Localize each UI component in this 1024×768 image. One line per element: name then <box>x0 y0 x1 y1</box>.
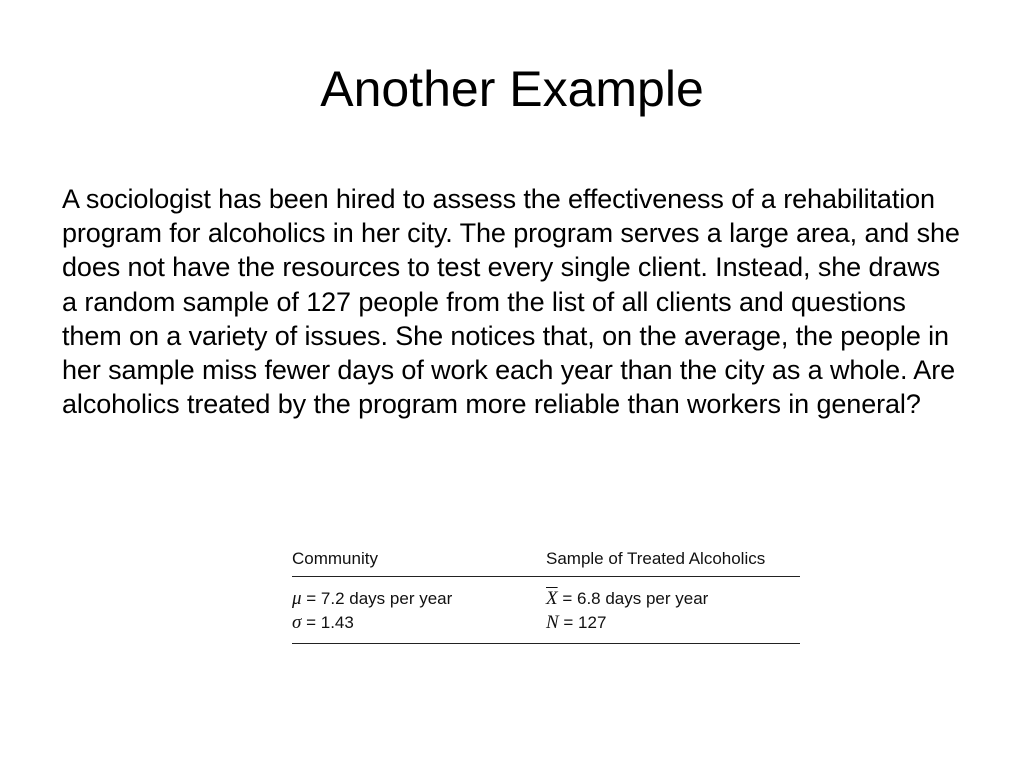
header-sample: Sample of Treated Alcoholics <box>546 549 766 568</box>
x-bar-symbol: $\overline{X}$ <box>546 588 558 609</box>
table-row-spread <box>292 611 800 635</box>
slide-body-text: A sociologist has been hired to assess the effectiveness of a rehabilitation program for alcoholics in her city. The program serves a large area, and she does not have the resources to test every single client. Instead, she draws a random sample of 127 people from the list of all clients and questions them on a variety of issues. She notices that, on the average, the people in her sample miss fewer days of work each year than the city as a whole. Are alcoholics treated by the program more reliable than workers in general? <box>62 184 960 420</box>
statistics-table <box>292 542 800 644</box>
table-row-mean <box>292 587 800 611</box>
mu-symbol: μ <box>292 588 302 609</box>
sigma-symbol: σ <box>292 612 302 633</box>
population-sd <box>292 612 546 634</box>
population-mean <box>292 588 546 610</box>
slide-title: Another Example <box>320 61 704 117</box>
population-mean-value: = 7.2 days per year <box>301 589 453 608</box>
table-body <box>292 577 800 644</box>
sample-mean <box>546 588 800 610</box>
sample-mean-value: = 6.8 days per year <box>557 589 709 608</box>
table-header-row <box>292 542 800 577</box>
sample-size <box>546 612 800 634</box>
header-community: Community <box>292 549 378 568</box>
n-symbol: N <box>546 612 559 633</box>
sample-size-value: = 127 <box>558 613 607 632</box>
population-sd-value: = 1.43 <box>301 613 354 632</box>
